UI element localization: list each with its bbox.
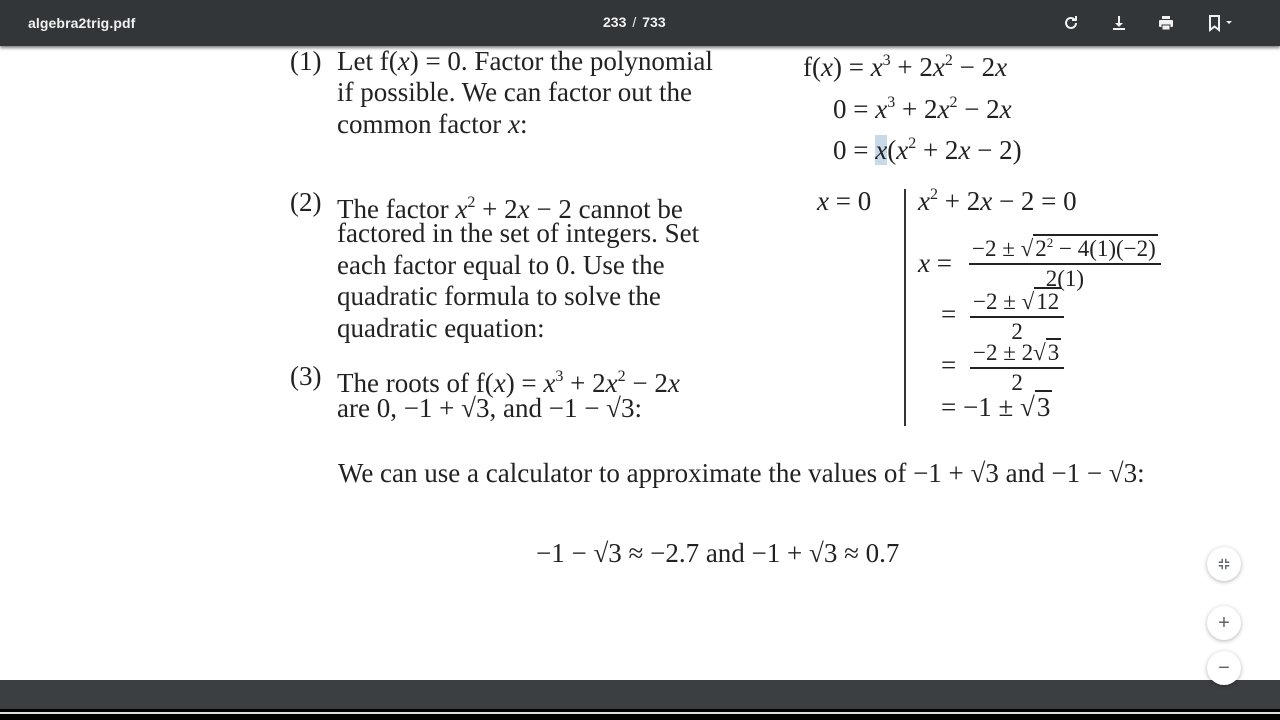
step2-line-5: quadratic equation: (337, 313, 545, 343)
step3-line-2: are 0, −1 + √3, and −1 − √3: (337, 393, 642, 423)
final-result: = −1 ± √3 (941, 392, 1051, 422)
fraction-1-numerator: $-2 \pm √2^2 - 4(1)(-2)$ (969, 229, 1161, 265)
approximation-line: −1 − √3 ≈ −2.7 and −1 + √3 ≈ 0.7 (536, 538, 900, 568)
file-title: algebra2trig.pdf (28, 15, 136, 31)
pdf-page (0, 46, 1280, 680)
step2-line-1: The factor $x^2 + 2x - 2$ cannot be (337, 194, 683, 224)
calculator-paragraph (292, 457, 1232, 490)
fit-page-icon[interactable] (1207, 547, 1241, 581)
step1-line-1: Let f(x) = 0. Factor the polynomial (337, 46, 713, 76)
step1-line-3: common factor x: (337, 109, 528, 139)
step3-line-1: The roots of $f(x) = x^3 + 2x^2 - 2x$ (337, 368, 680, 398)
left-equation: x = 0 (817, 186, 872, 216)
eq-sign-2: = (941, 299, 957, 329)
fraction-1-denominator: 2(1) (1045, 266, 1085, 291)
pdf-toolbar (0, 0, 1280, 46)
zoom-out-button[interactable]: − (1207, 651, 1241, 685)
fraction-3-numerator: −2 ± 2√3 (970, 339, 1064, 369)
current-page[interactable]: 233 (603, 14, 627, 30)
print-icon[interactable] (1156, 13, 1176, 33)
divider-line (904, 189, 906, 426)
fraction-3 (970, 339, 1064, 396)
rotate-icon[interactable] (1061, 13, 1081, 33)
page-separator: / (632, 14, 637, 30)
step2-line-4: quadratic formula to solve the (337, 281, 661, 311)
step1-math-2: $0 = x^3 + 2x^2 - 2x$ (833, 94, 1012, 124)
bookmark-icon[interactable] (1206, 13, 1236, 33)
step1-math-3: $0 = x(x^2 + 2x - 2)$ (833, 135, 1022, 165)
fraction-2-denominator: 2 (1011, 319, 1023, 344)
step-number-2: (2) (290, 187, 322, 217)
fraction-2 (970, 288, 1064, 345)
step-number-1: (1) (290, 46, 322, 76)
fraction-2-numerator: −2 ± √12 (970, 288, 1064, 318)
zoom-in-button[interactable]: + (1207, 606, 1241, 640)
step1-math-1: $f(x) = x^3 + 2x^2 - 2x$ (803, 52, 1008, 82)
bottom-border (0, 709, 1280, 720)
fraction-1 (969, 229, 1161, 292)
x-equals-label: x = (918, 248, 952, 278)
step2-line-2: factored in the set of integers. Set (337, 218, 700, 248)
bottom-scroll-area (0, 680, 1280, 709)
step-number-3: (3) (290, 361, 322, 391)
fraction-3-denominator: 2 (1011, 370, 1023, 395)
bottom-line (0, 712, 1280, 714)
step2-line-3: each factor equal to 0. Use the (337, 250, 665, 280)
total-pages: 733 (642, 14, 666, 30)
paragraph-text: We can use a calculator to approximate the values of −1 + √3 and −1 − √3: (338, 458, 1145, 488)
eq-sign-3: = (941, 350, 957, 380)
step1-line-2: if possible. We can factor out the (337, 77, 692, 107)
download-icon[interactable] (1109, 13, 1129, 33)
right-equation: $x^2 + 2x - 2 = 0$ (918, 186, 1077, 216)
page-indicator (603, 14, 666, 30)
